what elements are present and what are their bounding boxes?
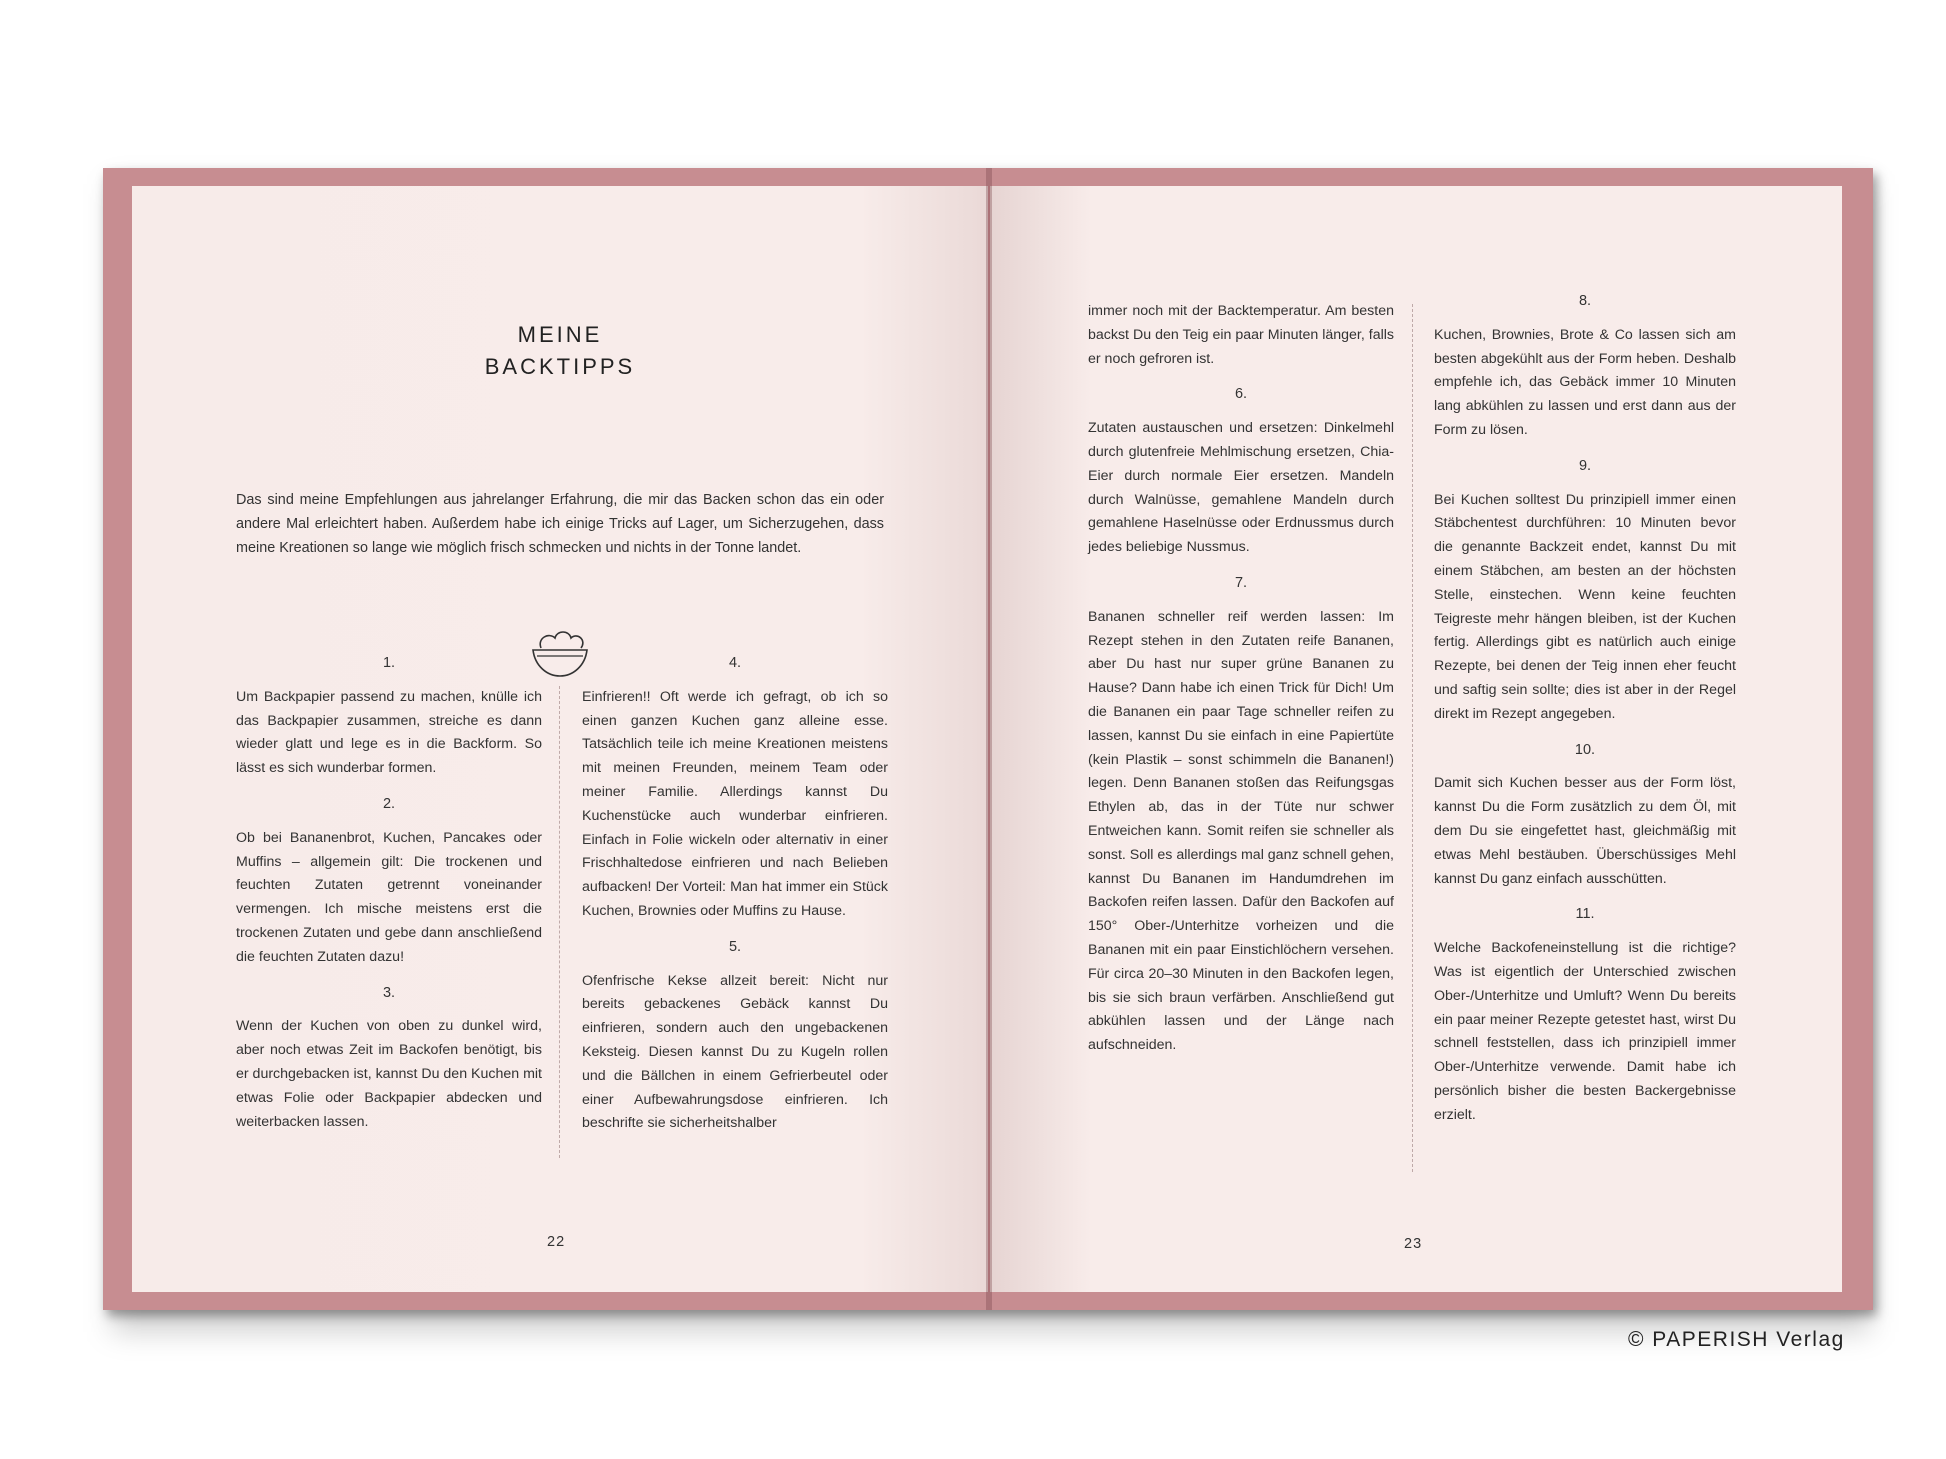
page-number: 22 [547, 1234, 566, 1250]
tip-paragraph: Ob bei Bananenbrot, Kuchen, Pancakes oder Muffins – allgemein gilt: Die trockenen und feuchten Zutaten getrennt voneinander vermengen. Ich mische meistens erst die trockenen Zutaten und gebe dann anschließend die feuchten Zutaten dazu! [236, 829, 542, 965]
title-line-1: MEINE [517, 322, 603, 347]
title-line-2: BACKTIPPS [484, 354, 636, 379]
page-number: 23 [1404, 1236, 1423, 1252]
left-column-2 [582, 652, 888, 1148]
tip-number: 10. [1574, 741, 1596, 758]
tip-paragraph: Wenn der Kuchen von oben zu dunkel wird, aber noch etwas Zeit im Backofen benötigt, bis er durchgebacken ist, kannst Du den Kuchen mit etwas Folie oder Backpapier abdecken und weiterbacken lassen. [236, 1018, 542, 1130]
tip-number: 6. [1234, 386, 1248, 403]
tip-paragraph: immer noch mit der Backtemperatur. Am besten backst Du den Teig ein paar Minuten länger, falls er noch gefroren ist. [1088, 303, 1394, 367]
tip-paragraph: Welche Backofeneinstellung ist die richtige? Was ist eigentlich der Unterschied zwischen Ober-/Unterhitze und Umluft? Wenn Du bereits ein paar meiner Rezepte getestet hast, wirst Du schnell feststellen, dass ich prinzipiell immer Ober-/Unterhitze verwende. Damit habe ich persönlich bisher die besten Backergebnisse erzielt. [1434, 940, 1736, 1123]
tip-number: 2. [382, 795, 396, 812]
left-page [132, 186, 988, 1292]
tip-number: 4. [728, 655, 742, 671]
tip-paragraph: Kuchen, Brownies, Brote & Co lassen sich am besten abgekühlt aus der Form heben. Deshalb empfehle ich, das Gebäck immer 10 Minuten lang abkühlen zu lassen und erst dann aus der Form zu lösen. [1434, 326, 1736, 438]
column-divider [1412, 304, 1413, 1172]
tip-number: 3. [382, 984, 396, 1001]
intro-paragraph: Das sind meine Empfehlungen aus jahrelanger Erfahrung, die mir das Backen schon das ein oder andere Mal erleichtert haben. Außerdem habe ich einige Tricks auf Lager, um Sicherzugehen, dass meine Kreationen so lange wie möglich frisch schmecken und nichts in der Tonne landet. [236, 492, 884, 556]
tip-number: 7. [1234, 574, 1248, 591]
tip-number: 9. [1578, 457, 1592, 474]
tip-number: 8. [1578, 293, 1592, 309]
tip-paragraph: Ofenfrische Kekse allzeit bereit: Nicht nur bereits gebackenes Gebäck kannst Du einfrieren, sondern auch den ungebackenen Keksteig. Diesen kannst Du zu Kugeln rollen und die Bällchen in einem Gefrierbeutel oder einer Aufbewahrungsdose einfrieren. Ich beschrifte sie sicherheitshalber [582, 972, 888, 1132]
tip-paragraph: Um Backpapier passend zu machen, knülle ich das Backpapier zusammen, streiche es dann wieder glatt und lege es in die Backform. So lässt es sich wunderbar formen. [236, 688, 542, 777]
tip-paragraph: Bei Kuchen solltest Du prinzipiell immer einen Stäbchentest durchführen: 10 Minuten bevor die genannte Backzeit endet, kannst Du mit einem Stäbchen, am besten an der höchsten Stelle, einstechen. Wenn keine feuchten Teigreste mehr hängen bleiben, ist der Kuchen fertig. Allerdings gibt es natürlich auch einige Rezepte, bei denen der Teig innen eher feucht und saftig sein sollte; dies ist aber in der Regel direkt im Rezept angegeben. [1434, 491, 1736, 722]
tip-paragraph: Einfrieren!! Oft werde ich gefragt, ob ich so einen ganzen Kuchen ganz alleine esse. Tatsächlich teile ich meine Kreationen meistens mit meinen Freunden, meinem Team oder meiner Familie. Allerdings kannst Du Kuchenstücke auch wunderbar einfrieren. Einfach in Folie wickeln oder alternativ in einer Frischhaltedose einfrieren und nach Belieben aufbacken! Der Vorteil: Man hat immer ein Stück Kuchen, Brownies oder Muffins zu Hause. [582, 688, 888, 919]
right-column-2 [1434, 290, 1736, 1140]
tip-number: 5. [728, 938, 742, 955]
page-title [132, 319, 988, 383]
book-spine [986, 168, 992, 1310]
tip-number: 1. [382, 655, 396, 671]
right-page [990, 186, 1842, 1292]
tip-number: 11. [1575, 906, 1595, 923]
tip-paragraph: Bananen schneller reif werden lassen: Im Rezept stehen in den Zutaten reife Bananen, aber Du hast nur super grüne Bananen zu Hause? Dann habe ich einen Trick für Dich! Um die Bananen ein paar Tage schneller reifen zu lassen, kannst Du sie einfach in eine Papiertüte (kein Plastik – sonst schimmeln die Bananen!) legen. Denn Bananen stoßen das Reifungsgas Ethylen ab, das in der Tüte nur schwer Entweichen kann. Somit reifen sie schneller als sonst. Soll es allerdings mal ganz schnell gehen, kannst Du Bananen im Handumdrehen im Backofen reifen lassen. Dafür den Backofen auf 150° Ober-/Unterhitze vorheizen und die Bananen mit ein paar Einstichlöchern versehen. Für circa 20–30 Minuten in den Backofen legen, bis sie sich braun verfärben. Anschließend gut abkühlen lassen und der Länge nach aufschneiden. [1088, 608, 1394, 1054]
copyright-notice: © PAPERISH Verlag [1628, 1328, 1845, 1351]
tip-paragraph: Zutaten austauschen und ersetzen: Dinkelmehl durch glutenfreie Mehlmischung ersetzen, Chia-Eier durch normale Eier ersetzen. Mandeln durch Walnüsse, gemahlene Mandeln durch gemahlene Haselnüsse oder Erdnussmus durch jedes beliebige Nussmus. [1088, 420, 1394, 556]
left-column-1 [236, 652, 542, 1146]
column-divider [559, 686, 560, 1158]
tip-paragraph: Damit sich Kuchen besser aus der Form löst, kannst Du die Form zusätzlich zu dem Öl, mit dem Du sie eingefettet hast, gleichmäßig mit etwas Mehl bestäuben. Überschüssiges Mehl kannst Du ganz einfach ausschütten. [1434, 775, 1736, 887]
right-column-1 [1088, 300, 1394, 1070]
